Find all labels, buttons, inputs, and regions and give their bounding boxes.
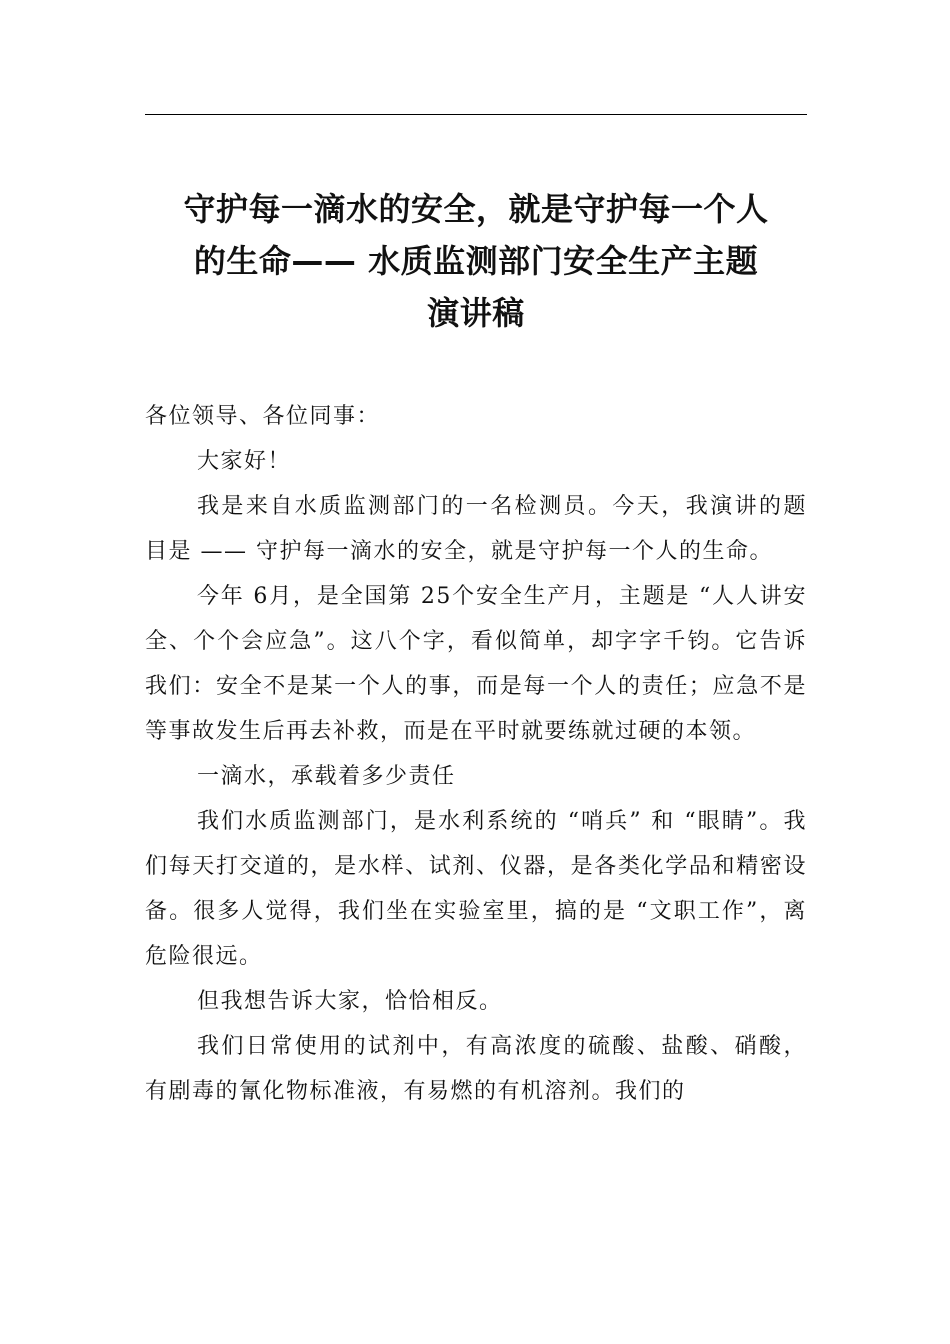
header-rule [145,114,807,115]
paragraph-reagents: 我们日常使用的试剂中，有高浓度的硫酸、盐酸、硝酸，有剧毒的氰化物标准液，有易燃的有机溶剂。我们的 [145,1034,807,1104]
paragraph-department: 我们水质监测部门，是水利系统的 “哨兵” 和 “眼睛”。我们每天打交道的，是水样、试剂、仪器，是各类化学品和精密设备。很多人觉得，我们坐在实验室里，搞的是 “文职工作”，离危险很远。 [145,809,807,969]
title-line-3: 演讲稿 [427,294,525,332]
paragraph-intro: 我是来自水质监测部门的一名检测员。今天，我演讲的题目是 —— 守护每一滴水的安全，就是守护每一个人的生命。 [145,494,807,564]
title-line-1: 守护每一滴水的安全，就是守护每一个人 [183,190,769,228]
document-body [145,394,807,1114]
paragraph-greeting: 大家好！ [197,449,292,474]
paragraph-contrary: 但我想告诉大家，恰恰相反。 [197,989,503,1014]
salutation: 各位领导、各位同事： [145,404,381,429]
section-heading: 一滴水，承载着多少责任 [197,764,456,789]
document-title [145,183,807,339]
title-line-2: 的生命—— 水质监测部门安全生产主题 [193,242,759,280]
paragraph-safety-month: 今年 6月，是全国第 25个安全生产月，主题是 “人人讲安全、个个会应急”。这八个字，看似简单，却字字千钧。它告诉我们：安全不是某一个人的事，而是每一个人的责任；应急不是等事故发生后再去补救，而是在平时就要练就过硬的本领。 [145,584,807,744]
